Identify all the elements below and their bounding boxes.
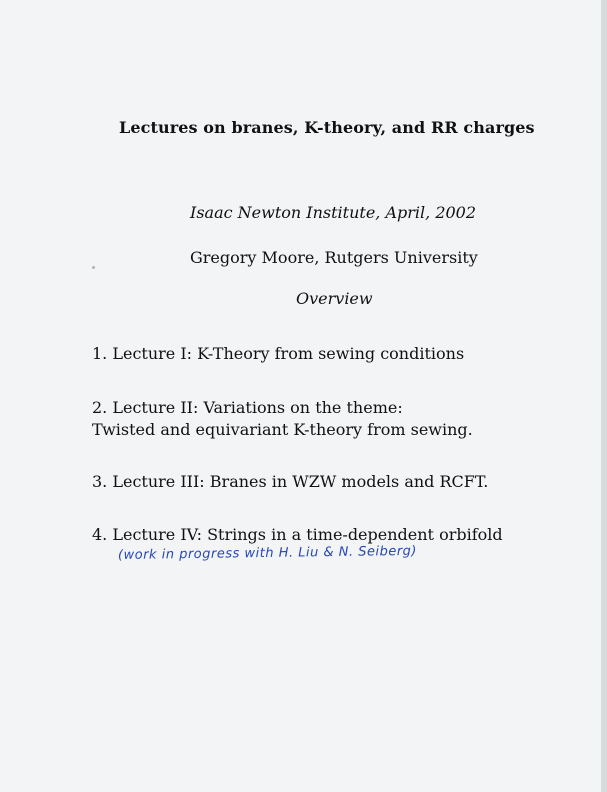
list-item-2-line-2: Twisted and equivariant K-theory from sewing. — [92, 420, 473, 439]
author-line: Gregory Moore, Rutgers University — [190, 248, 478, 267]
list-item-4: 4. Lecture IV: Strings in a time-dependent orbifold — [92, 525, 503, 544]
document-title: Lectures on branes, K-theory, and RR charges — [119, 118, 535, 137]
section-heading: Overview — [296, 289, 373, 308]
list-item-3: 3. Lecture III: Branes in WZW models and RCFT. — [92, 472, 489, 491]
ink-smudge — [92, 266, 95, 269]
handwritten-note: (work in progress with H. Liu & N. Seiberg) — [117, 543, 418, 563]
venue-line: Isaac Newton Institute, April, 2002 — [190, 203, 477, 222]
list-item-1: 1. Lecture I: K-Theory from sewing conditions — [92, 344, 465, 363]
page-edge — [601, 0, 607, 792]
list-item-2-line-1: 2. Lecture II: Variations on the theme: — [92, 398, 403, 417]
